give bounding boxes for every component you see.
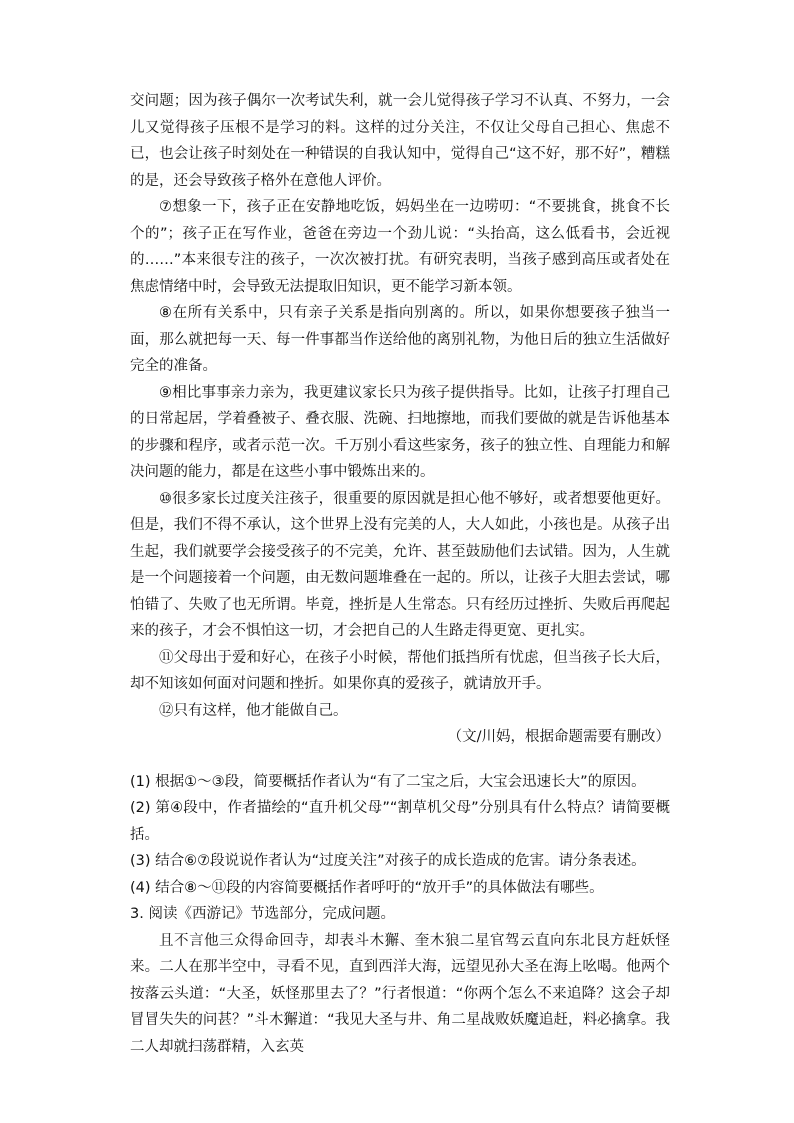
question-2: (2) 第④段中，作者描绘的“直升机父母”“割草机父母”分别具有什么特点？请简要概括。 (130, 800, 670, 843)
question-1: (1) 根据①～③段，简要概括作者认为“有了二宝之后，大宝会迅速长大”的原因。 (130, 773, 646, 790)
section-3-heading: 3. 阅读《西游记》节选部分，完成问题。 (130, 906, 395, 922)
paragraph-11: ⑪父母出于爱和好心，在孩子小时候，帮他们抵挡所有忧虑，但当孩子长大后，却不知该如何面对问题和挫折。如果你真的爱孩子，就请放开手。 (130, 649, 670, 692)
paragraph-9: ⑨相比事事亲力亲为，我更建议家长只为孩子提供指导。比如，让孩子打理自己的日常起居，学着叠被子、叠衣服、洗碗、扫地擦地，而我们要做的就是告诉他基本的步骤和程序，或者示范一次。千万别小看这些家务，孩子的独立性、自理能力和解决问题的能力，都是在这些小事中锻炼出来的。 (130, 384, 670, 480)
spacer (130, 751, 670, 769)
paragraph-6-continued: 交问题；因为孩子偶尔一次考试失利，就一会儿觉得孩子学习不认真、不努力，一会儿又觉得孩子压根不是学习的料。这样的过分关注，不仅让父母自己担心、焦虑不已，也会让孩子时刻处在一种错误的自我认知中，觉得自己“这不好，那不好”，糟糕的是，还会导致孩子格外在意他人评价。 (130, 93, 670, 189)
document-body (130, 88, 670, 1060)
article-source: （文/川妈，根据命题需要有删改） (447, 729, 670, 745)
paragraph-10: ⑩很多家长过度关注孩子，很重要的原因就是担心他不够好，或者想要他更好。但是，我们不得不承认，这个世界上没有完美的人，大人如此，小孩也是。从孩子出生起，我们就要学会接受孩子的不完美，允许、甚至鼓励他们去试错。因为，人生就是一个问题接着一个问题，由无数问题堆叠在一起的。所以，让孩子大胆去尝试，哪怕错了、失败了也无所谓。毕竟，挫折是人生常态。只有经历过挫折、失败后再爬起来的孩子，才会不惧怕这一切，才会把自己的人生路走得更宽、更扎实。 (130, 490, 670, 639)
question-3: (3) 结合⑥⑦段说说作者认为“过度关注”对孩子的成长造成的危害。请分条表述。 (130, 853, 646, 869)
paragraph-12: ⑫只有这样，他才能做自己。 (159, 702, 348, 719)
question-4: (4) 结合⑧～⑪段的内容简要概括作者呼吁的“放开手”的具体做法有哪些。 (130, 879, 604, 896)
paragraph-7: ⑦想象一下，孩子正在安静地吃饭，妈妈坐在一边唠叨：“不要挑食，挑食不长个的”；孩子正在写作业，爸爸在旁边一个劲儿说：“头抬高，这么低看书，会近视的……”本来很专注的孩子，一次次被打扰。有研究表明，当孩子感到高压或者处在焦虑情绪中时，会导致无法提取旧知识，更不能学习新本领。 (130, 199, 670, 295)
section-3-passage: 且不言他三众得命回寺，却表斗木獬、奎木狼二星官驾云直向东北艮方赶妖怪来。二人在那半空中，寻看不见，直到西洋大海，远望见孙大圣在海上吆喝。他两个按落云头道：“大圣，妖怪那里去了？”行者恨道：“你两个怎么不来追降？这会子却冒冒失失的问甚？”斗木獬道：“我见大圣与井、角二星战败妖魔追赶，料必擒拿。我二人却就扫荡群精，入玄英 (130, 932, 670, 1055)
paragraph-8: ⑧在所有关系中，只有亲子关系是指向别离的。所以，如果你想要孩子独当一面，那么就把每一天、每一件事都当作送给他的离别礼物，为他日后的独立生活做好完全的准备。 (130, 305, 670, 374)
